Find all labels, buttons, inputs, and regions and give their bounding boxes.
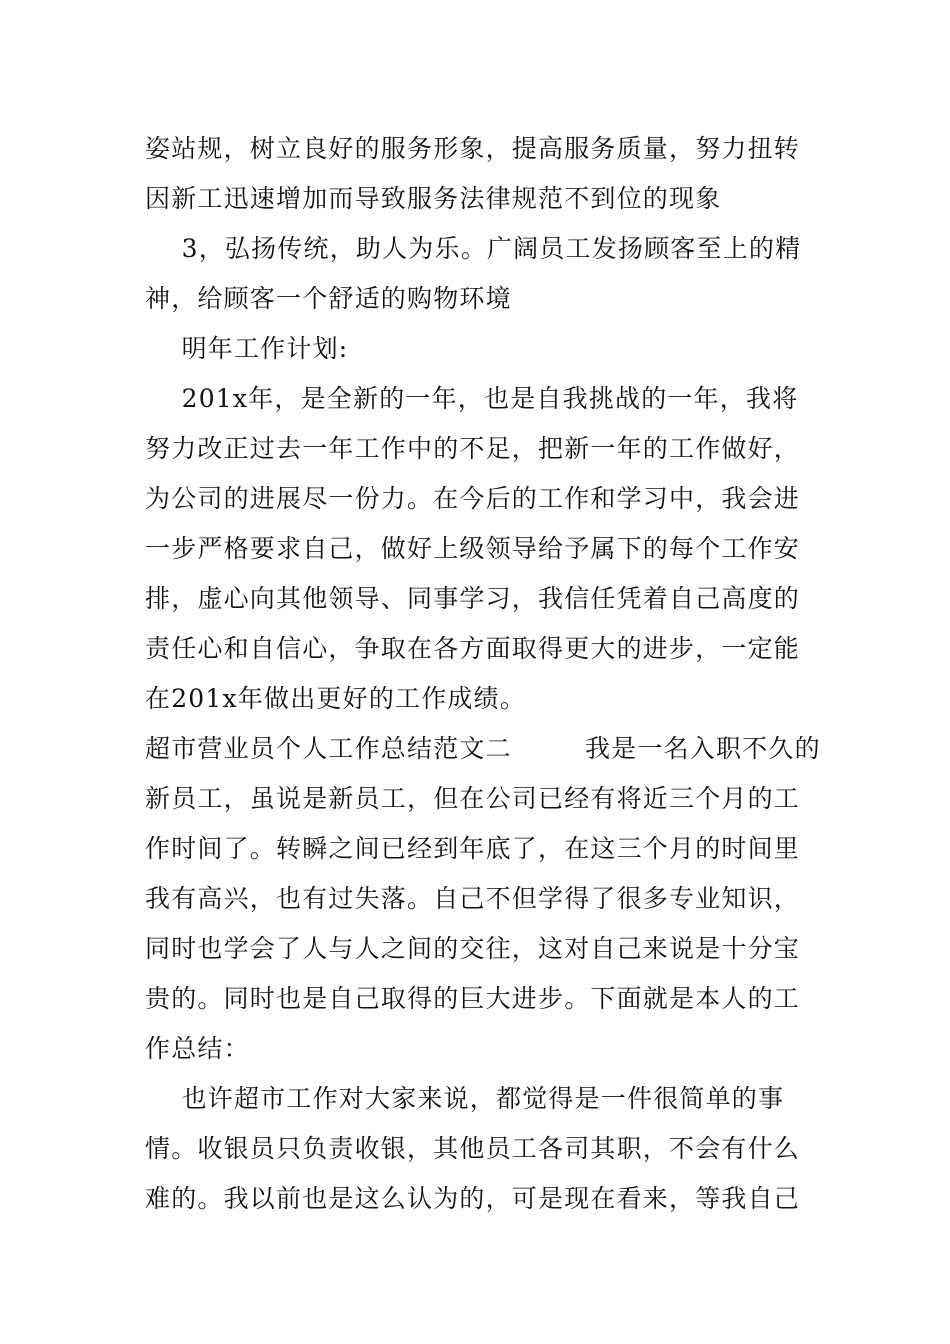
text-line: 一步严格要求自己，做好上级领导给予属下的每个工作安: [145, 534, 801, 563]
text-line: 作总结：: [145, 1034, 250, 1063]
text-line: 201x年，是全新的一年，也是自我挑战的一年，我将: [145, 384, 799, 413]
text-line: 神，给顾客一个舒适的购物环境: [145, 284, 512, 313]
text-line: 因新工迅速增加而导致服务法律规范不到位的现象: [145, 184, 722, 213]
text-line: 难的。我以前也是这么认为的，可是现在看来，等我自己: [145, 1184, 801, 1213]
text-line: 作时间了。转瞬之间已经到年底了，在这三个月的时间里: [145, 834, 801, 863]
text-line: 3，弘扬传统，助人为乐。广阔员工发扬顾客至上的精: [145, 234, 802, 263]
text-line: 我有高兴，也有过失落。自己不但学得了很多专业知识，: [145, 884, 801, 913]
text-line: 贵的。同时也是自己取得的巨大进步。下面就是本人的工: [145, 984, 801, 1013]
text-line: 明年工作计划:: [145, 334, 349, 363]
text-line: 责任心和自信心，争取在各方面取得更大的进步，一定能: [145, 634, 801, 663]
text-line: 排，虚心向其他领导、同事学习，我信任凭着自己高度的: [145, 584, 801, 613]
text-line: 情。收银员只负责收银，其他员工各司其职，不会有什么: [145, 1134, 801, 1163]
text-line: 同时也学会了人与人之间的交往，这对自己来说是十分宝: [145, 934, 801, 963]
text-line: 在201x年做出更好的工作成绩。: [145, 684, 527, 713]
text-line: 努力改正过去一年工作中的不足，把新一年的工作做好，: [145, 434, 801, 463]
text-line: 姿站规，树立良好的服务形象，提高服务质量，努力扭转: [145, 134, 801, 163]
section-heading-line: 超市营业员个人工作总结范文二 我是一名入职不久的: [145, 734, 821, 763]
text-line: 为公司的进展尽一份力。在今后的工作和学习中，我会进: [145, 484, 801, 513]
text-line: 也许超市工作对大家来说，都觉得是一件很简单的事: [145, 1084, 785, 1113]
text-line: 新员工，虽说是新员工，但在公司已经有将近三个月的工: [145, 784, 801, 813]
